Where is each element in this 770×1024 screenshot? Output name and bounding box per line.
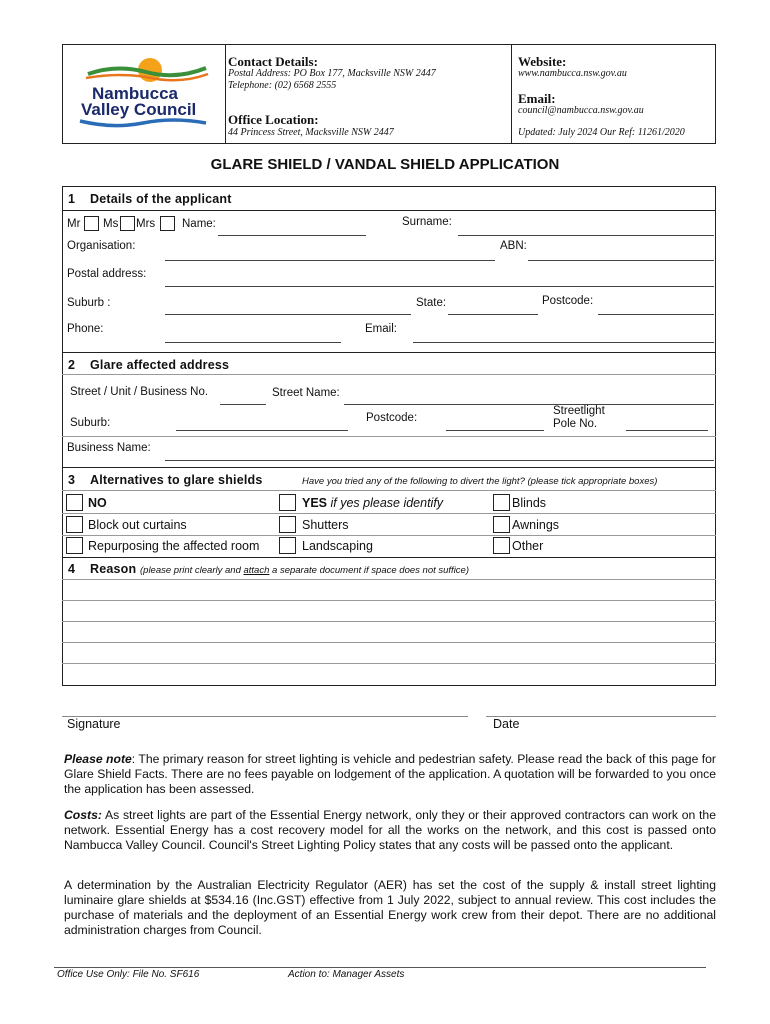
mrs-checkbox[interactable] xyxy=(160,216,175,231)
note-label: Please note xyxy=(64,752,132,766)
logo-text-line1: Nambucca xyxy=(92,84,178,103)
street-no-label: Street / Unit / Business No. xyxy=(70,386,209,398)
section2-title: Glare affected address xyxy=(90,358,230,372)
email-link[interactable]: council@nambucca.nsw.gov.au xyxy=(518,105,644,116)
footer-rule xyxy=(54,967,706,968)
awnings-checkbox[interactable] xyxy=(493,516,510,533)
business-name-field[interactable] xyxy=(165,460,714,461)
state-field[interactable] xyxy=(448,314,538,315)
section3-title: Alternatives to glare shields xyxy=(90,473,263,487)
email-title: Email: xyxy=(518,91,556,106)
block-checkbox[interactable] xyxy=(66,516,83,533)
section1-title: Details of the applicant xyxy=(90,192,232,206)
awnings-label: Awnings xyxy=(512,518,560,532)
reason-line-2[interactable] xyxy=(62,621,716,622)
mr-checkbox[interactable] xyxy=(84,216,99,231)
blinds-label: Blinds xyxy=(512,496,547,510)
landscaping-label: Landscaping xyxy=(302,539,373,553)
suburb-label: Suburb : xyxy=(67,297,111,309)
reason-line-3[interactable] xyxy=(62,642,716,643)
section4-number: 4 xyxy=(68,562,76,576)
yes-text: YES xyxy=(302,496,328,510)
mrs-label: Mrs xyxy=(136,218,156,230)
postal-address-field[interactable] xyxy=(165,286,714,287)
section1-number: 1 xyxy=(68,192,76,206)
ms-label: Ms xyxy=(103,218,119,230)
yes-checkbox[interactable] xyxy=(279,494,296,511)
address-postcode-field[interactable] xyxy=(446,430,544,431)
office-use-label: Office Use Only: File No. SF616 xyxy=(57,969,200,980)
email-field[interactable] xyxy=(413,342,714,343)
business-name-label: Business Name: xyxy=(67,442,151,454)
blinds-checkbox[interactable] xyxy=(493,494,510,511)
updated-ref: Updated: July 2024 Our Ref: 11261/2020 xyxy=(518,127,685,138)
website-title: Website: xyxy=(518,54,567,69)
section4-hint xyxy=(140,565,469,576)
section2-number: 2 xyxy=(68,358,76,372)
address-suburb-label: Suburb: xyxy=(70,417,111,429)
no-checkbox[interactable] xyxy=(66,494,83,511)
telephone: Telephone: (02) 6568 2555 xyxy=(228,80,337,91)
page-title: GLARE SHIELD / VANDAL SHIELD APPLICATION xyxy=(210,156,560,173)
office-address: 44 Princess Street, Macksville NSW 2447 xyxy=(228,127,394,138)
block-label: Block out curtains xyxy=(88,518,187,532)
yes-hint-text: if yes please identify xyxy=(327,496,444,510)
address-suburb-field[interactable] xyxy=(176,430,348,431)
organisation-label: Organisation: xyxy=(67,240,136,252)
state-label: State: xyxy=(416,297,447,309)
surname-label: Surname: xyxy=(402,216,452,228)
other-label: Other xyxy=(512,539,544,553)
reason-line-1[interactable] xyxy=(62,600,716,601)
postal-address: Postal Address: PO Box 177, Macksville NSW 2447 xyxy=(228,68,436,79)
abn-label: ABN: xyxy=(500,240,527,252)
signature-label: Signature xyxy=(67,717,121,731)
logo-text-line2: Valley Council xyxy=(81,100,197,119)
reason-line-4[interactable] xyxy=(62,663,716,664)
section4-title: Reason xyxy=(90,562,137,576)
date-label: Date xyxy=(493,717,520,731)
section4-hint-attach: attach xyxy=(243,565,270,576)
organisation-field[interactable] xyxy=(165,260,495,261)
office-title: Office Location: xyxy=(228,112,319,127)
postal-address-label: Postal address: xyxy=(67,268,147,280)
aer-paragraph: A determination by the Australian Electricity Regulator (AER) has set the cost of the supply & install street lighting luminaire glare shields at $534.16 (Inc.GST) effective from 1 July 2022, subject to annual review. This cost includes the purchase of materials and the deployment of an Essential Energy work crew from their depot. There are no additional administration charges from Council. xyxy=(64,878,716,937)
abn-field[interactable] xyxy=(528,260,714,261)
other-checkbox[interactable] xyxy=(493,537,510,554)
date-field[interactable] xyxy=(486,716,716,717)
yes-label xyxy=(302,496,443,510)
street-name-field[interactable] xyxy=(344,404,714,405)
phone-label: Phone: xyxy=(67,323,104,335)
note-paragraph xyxy=(64,752,716,797)
costs-paragraph xyxy=(64,808,716,853)
note-text: : The primary reason for street lighting is vehicle and pedestrian safety. Please read the back of this page for Glare Shield Facts. There are no fees payable on lodgement of the application. A quotation will be forwarded to you once the application has been assessed. xyxy=(64,752,716,796)
postcode-field[interactable] xyxy=(598,314,714,315)
contact-title: Contact Details: xyxy=(228,54,318,69)
signature-field[interactable] xyxy=(62,716,468,717)
email-label: Email: xyxy=(365,323,397,335)
phone-field[interactable] xyxy=(165,342,341,343)
postcode-label: Postcode: xyxy=(542,295,594,307)
no-label: NO xyxy=(88,496,107,510)
suburb-field[interactable] xyxy=(165,314,411,315)
address-postcode-label: Postcode: xyxy=(366,412,418,424)
repurposing-label: Repurposing the affected room xyxy=(88,539,260,553)
mr-label: Mr xyxy=(67,218,81,230)
shutters-label: Shutters xyxy=(302,518,349,532)
costs-text: As street lights are part of the Essential Energy network, only they or their approved contractors can work on the network. Essential Energy has a cost recovery model for all the works on the network, and this cost is passed onto Nambucca Valley Council. Council's Street Lighting Policy states that any costs will be passed onto the applicant. xyxy=(64,808,716,852)
street-name-label: Street Name: xyxy=(272,387,340,399)
name-label: Name: xyxy=(182,218,216,230)
website-link[interactable]: www.nambucca.nsw.gov.au xyxy=(518,68,627,79)
pole-label-line2: Pole No. xyxy=(553,418,598,430)
section3-hint: Have you tried any of the following to divert the light? (please tick appropriate boxes) xyxy=(302,476,658,487)
name-field[interactable] xyxy=(218,235,366,236)
logo-wave-icon xyxy=(78,117,208,131)
section4-hint-pre: (please print clearly and xyxy=(140,565,244,576)
surname-field[interactable] xyxy=(458,235,714,236)
repurposing-checkbox[interactable] xyxy=(66,537,83,554)
ms-checkbox[interactable] xyxy=(120,216,135,231)
action-to-label: Action to: Manager Assets xyxy=(288,969,405,980)
section3-number: 3 xyxy=(68,473,76,487)
costs-label: Costs: xyxy=(64,808,102,822)
street-no-field[interactable] xyxy=(220,404,266,405)
landscaping-checkbox[interactable] xyxy=(279,537,296,554)
pole-number-field[interactable] xyxy=(626,430,708,431)
section4-hint-post: a separate document if space does not suffice) xyxy=(269,565,470,576)
pole-label-line1: Streetlight xyxy=(553,405,605,417)
shutters-checkbox[interactable] xyxy=(279,516,296,533)
